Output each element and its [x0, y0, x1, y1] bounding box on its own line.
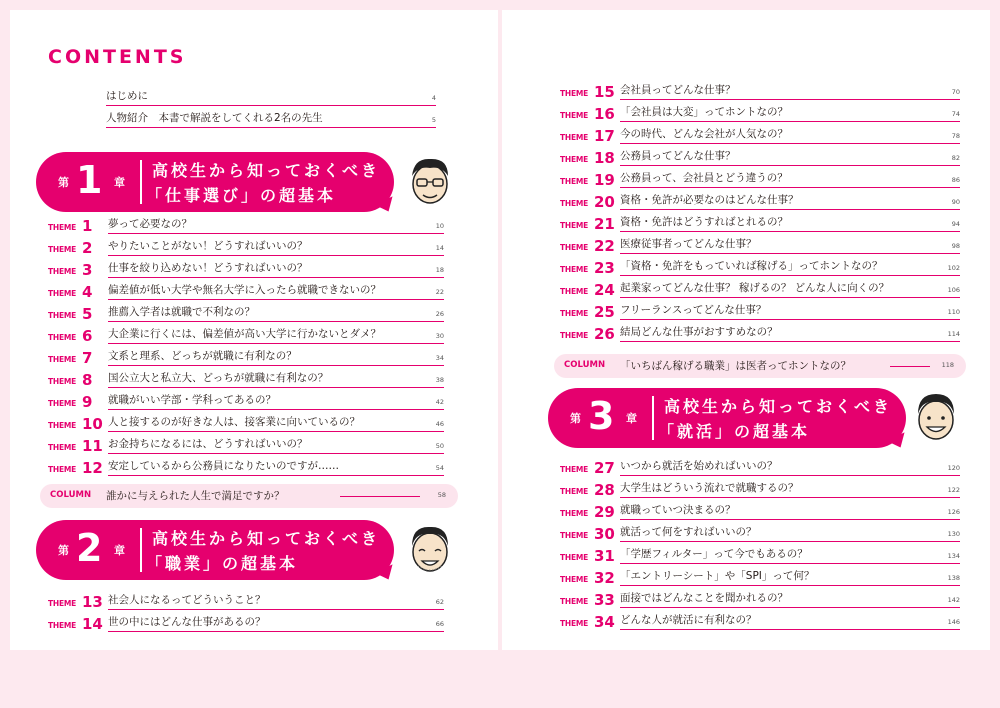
theme-row[interactable] — [560, 544, 960, 564]
theme-title: 「会社員は大変」ってホントなの？ — [620, 106, 788, 118]
theme-row[interactable] — [48, 612, 444, 632]
right-page — [502, 10, 990, 650]
theme-label: THEME — [560, 111, 589, 120]
theme-label: THEME — [560, 199, 589, 208]
theme-title: 偏差値が低い大学や無名大学に入ったら就職できないの？ — [108, 284, 381, 296]
theme-label: THEME — [48, 421, 77, 430]
column-title: 誰かに与えられた人生で満足ですか？ — [106, 490, 285, 502]
theme-label: THEME — [560, 265, 589, 274]
intro-title: 人物紹介 本書で解説をしてくれる2名の先生 — [106, 112, 323, 124]
theme-number: 20 — [594, 193, 615, 211]
theme-title: 会社員ってどんな仕事？ — [620, 84, 736, 96]
theme-label: THEME — [48, 311, 77, 320]
column-title: 「いちばん稼げる職業」は医者ってホントなの？ — [620, 360, 851, 372]
theme-row[interactable] — [48, 390, 444, 410]
theme-label: THEME — [48, 289, 77, 298]
page-number: 90 — [951, 198, 960, 206]
theme-label: THEME — [560, 221, 589, 230]
page-number: 74 — [951, 110, 960, 118]
contents-title: CONTENTS — [48, 46, 187, 68]
page-number: 130 — [947, 530, 960, 538]
theme-row[interactable] — [560, 322, 960, 342]
theme-row[interactable] — [560, 190, 960, 210]
theme-number: 11 — [82, 437, 103, 455]
theme-number: 4 — [82, 283, 93, 301]
theme-row[interactable] — [560, 566, 960, 586]
theme-title: 「エントリーシート」や「SPI」って何？ — [620, 570, 815, 582]
page-number: 110 — [947, 308, 960, 316]
chapter-divider — [140, 160, 142, 204]
theme-row[interactable] — [560, 234, 960, 254]
page-number: 26 — [435, 310, 444, 318]
theme-number: 17 — [594, 127, 615, 145]
teacher-smiling-icon — [406, 522, 454, 574]
page-number: 122 — [947, 486, 960, 494]
theme-label: THEME — [560, 619, 589, 628]
theme-number: 14 — [82, 615, 103, 633]
theme-number: 30 — [594, 525, 615, 543]
theme-title: 起業家ってどんな仕事？ 稼げるの？ どんな人に向くの？ — [620, 282, 890, 294]
page-number: 94 — [951, 220, 960, 228]
page-number: 58 — [437, 491, 446, 499]
theme-label: THEME — [560, 531, 589, 540]
theme-row[interactable] — [560, 124, 960, 144]
page-number: 10 — [435, 222, 444, 230]
theme-row[interactable] — [560, 500, 960, 520]
theme-title: 大学生はどういう流れで就職するの？ — [620, 482, 799, 494]
theme-number: 3 — [82, 261, 93, 279]
theme-number: 8 — [82, 371, 93, 389]
page-number: 62 — [435, 598, 444, 606]
theme-row[interactable] — [48, 346, 444, 366]
theme-row[interactable] — [48, 214, 444, 234]
column-row[interactable] — [40, 484, 458, 508]
theme-label: THEME — [48, 621, 77, 630]
theme-number: 23 — [594, 259, 615, 277]
chapter-divider — [652, 396, 654, 440]
theme-row[interactable] — [560, 102, 960, 122]
teacher-grinning-icon — [912, 390, 960, 442]
page-number: 4 — [431, 94, 436, 102]
theme-label: THEME — [560, 133, 589, 142]
theme-label: THEME — [560, 553, 589, 562]
theme-label: THEME — [48, 245, 77, 254]
theme-label: THEME — [560, 331, 589, 340]
chapter-number: 1 — [76, 158, 103, 202]
chapter-suffix: 章 — [114, 544, 125, 557]
page-number: 46 — [435, 420, 444, 428]
theme-title: 人と接するのが好きな人は、接客業に向いているの？ — [108, 416, 360, 428]
theme-title: 社会人になるってどういうこと？ — [108, 594, 266, 606]
theme-number: 31 — [594, 547, 615, 565]
theme-label: THEME — [560, 487, 589, 496]
theme-number: 7 — [82, 349, 93, 367]
theme-label: THEME — [560, 243, 589, 252]
theme-row[interactable] — [560, 610, 960, 630]
page-number: 118 — [941, 361, 954, 369]
page-number: 42 — [435, 398, 444, 406]
theme-number: 19 — [594, 171, 615, 189]
page-number: 126 — [947, 508, 960, 516]
chapter-3-banner[interactable] — [548, 388, 968, 448]
chapter-title-line1: 高校生から知っておくべき — [152, 529, 381, 548]
theme-label: THEME — [48, 443, 77, 452]
page-number: 146 — [947, 618, 960, 626]
page-number: 38 — [435, 376, 444, 384]
page-number: 86 — [951, 176, 960, 184]
intro-row-characters[interactable] — [106, 108, 436, 128]
page-number: 82 — [951, 154, 960, 162]
theme-label: THEME — [560, 309, 589, 318]
theme-number: 16 — [594, 105, 615, 123]
page-number: 114 — [947, 330, 960, 338]
theme-row[interactable] — [48, 368, 444, 388]
theme-row[interactable] — [560, 256, 960, 276]
theme-label: THEME — [560, 575, 589, 584]
theme-number: 27 — [594, 459, 615, 477]
chapter-title-line2: 「仕事選び」の超基本 — [146, 186, 337, 205]
theme-label: THEME — [48, 223, 77, 232]
page-number: 54 — [435, 464, 444, 472]
chapter-divider — [140, 528, 142, 572]
page-number: 134 — [947, 552, 960, 560]
page-number: 5 — [431, 116, 436, 124]
page-number: 50 — [435, 442, 444, 450]
chapter-prefix: 第 — [570, 412, 581, 425]
theme-number: 15 — [594, 83, 615, 101]
theme-title: 文系と理系、どっちが就職に有利なの？ — [108, 350, 297, 362]
theme-title: やりたいことがない！どうすればいいの？ — [108, 240, 308, 252]
theme-title: 公務員ってどんな仕事？ — [620, 150, 736, 162]
theme-label: THEME — [560, 465, 589, 474]
theme-row[interactable] — [560, 212, 960, 232]
theme-row[interactable] — [48, 456, 444, 476]
theme-title: 推薦入学者は就職で不利なの？ — [108, 306, 255, 318]
page-number: 102 — [947, 264, 960, 272]
leader-line — [890, 366, 930, 367]
theme-title: 世の中にはどんな仕事があるの？ — [108, 616, 266, 628]
theme-title: 夢って必要なの？ — [108, 218, 192, 230]
chapter-title-line2: 「就活」の超基本 — [658, 422, 811, 441]
theme-label: THEME — [560, 597, 589, 606]
theme-title: 就職がいい学部・学科ってあるの？ — [108, 394, 276, 406]
theme-label: THEME — [48, 267, 77, 276]
theme-title: 国公立大と私立大、どっちが就職に有利なの？ — [108, 372, 329, 384]
theme-number: 18 — [594, 149, 615, 167]
theme-title: 面接ではどんなことを聞かれるの？ — [620, 592, 788, 604]
theme-row[interactable] — [560, 168, 960, 188]
theme-label: THEME — [560, 155, 589, 164]
page-number: 138 — [947, 574, 960, 582]
column-label: COLUMN — [564, 360, 606, 370]
page-number: 106 — [947, 286, 960, 294]
intro-row-hajimeni[interactable] — [106, 86, 436, 106]
page-number: 18 — [435, 266, 444, 274]
page-number: 34 — [435, 354, 444, 362]
theme-number: 2 — [82, 239, 93, 257]
theme-row[interactable] — [560, 588, 960, 608]
page-number: 30 — [435, 332, 444, 340]
theme-number: 9 — [82, 393, 93, 411]
theme-number: 22 — [594, 237, 615, 255]
theme-row[interactable] — [48, 434, 444, 454]
theme-title: いつから就活を始めればいいの？ — [620, 460, 778, 472]
theme-number: 28 — [594, 481, 615, 499]
theme-title: 今の時代、どんな会社が人気なの？ — [620, 128, 788, 140]
theme-label: THEME — [560, 177, 589, 186]
theme-row[interactable] — [560, 278, 960, 298]
page-number: 66 — [435, 620, 444, 628]
theme-number: 32 — [594, 569, 615, 587]
theme-row[interactable] — [48, 258, 444, 278]
theme-number: 21 — [594, 215, 615, 233]
theme-number: 10 — [82, 415, 103, 433]
chapter-prefix: 第 — [58, 544, 69, 557]
page-number: 78 — [951, 132, 960, 140]
theme-title: 就活って何をすればいいの？ — [620, 526, 757, 538]
theme-number: 6 — [82, 327, 93, 345]
theme-label: THEME — [48, 465, 77, 474]
theme-label: THEME — [48, 377, 77, 386]
theme-label: THEME — [48, 333, 77, 342]
theme-number: 34 — [594, 613, 615, 631]
theme-title: 「資格・免許をもっていれば稼げる」ってホントなの？ — [620, 260, 883, 272]
theme-row[interactable] — [48, 302, 444, 322]
chapter-prefix: 第 — [58, 176, 69, 189]
theme-label: THEME — [560, 287, 589, 296]
theme-row[interactable] — [560, 300, 960, 320]
chapter-suffix: 章 — [626, 412, 637, 425]
theme-row[interactable] — [48, 236, 444, 256]
theme-title: 「学歴フィルター」って今でもあるの？ — [620, 548, 808, 560]
left-page — [10, 10, 498, 650]
chapter-title-line2: 「職業」の超基本 — [146, 554, 299, 573]
theme-title: 医療従事者ってどんな仕事？ — [620, 238, 757, 250]
theme-title: 仕事を絞り込めない！どうすればいいの？ — [108, 262, 308, 274]
page-number: 22 — [435, 288, 444, 296]
theme-title: 資格・免許が必要なのはどんな仕事？ — [620, 194, 799, 206]
theme-number: 5 — [82, 305, 93, 323]
theme-row[interactable] — [48, 412, 444, 432]
theme-row[interactable] — [48, 324, 444, 344]
chapter-title-line1: 高校生から知っておくべき — [664, 397, 893, 416]
chapter-suffix: 章 — [114, 176, 125, 189]
theme-row[interactable] — [560, 478, 960, 498]
theme-label: THEME — [48, 599, 77, 608]
page-number: 120 — [947, 464, 960, 472]
theme-row[interactable] — [560, 522, 960, 542]
teacher-glasses-icon — [406, 154, 454, 206]
leader-line — [340, 496, 420, 497]
page-number: 142 — [947, 596, 960, 604]
theme-row[interactable] — [560, 80, 960, 100]
chapter-number: 3 — [588, 394, 615, 438]
theme-label: THEME — [48, 355, 77, 364]
theme-number: 1 — [82, 217, 93, 235]
theme-number: 26 — [594, 325, 615, 343]
theme-number: 25 — [594, 303, 615, 321]
theme-row[interactable] — [560, 456, 960, 476]
theme-number: 29 — [594, 503, 615, 521]
theme-row[interactable] — [560, 146, 960, 166]
theme-title: 就職っていつ決まるの？ — [620, 504, 736, 516]
page-number: 14 — [435, 244, 444, 252]
theme-title: 安定しているから公務員になりたいのですが…… — [108, 460, 339, 472]
theme-label: THEME — [560, 89, 589, 98]
chapter-2-banner[interactable] — [36, 520, 466, 580]
theme-title: フリーランスってどんな仕事？ — [620, 304, 767, 316]
theme-title: 結局どんな仕事がおすすめなの？ — [620, 326, 778, 338]
column-row[interactable] — [554, 354, 966, 378]
theme-row[interactable] — [48, 280, 444, 300]
theme-title: 公務員って、会社員とどう違うの？ — [620, 172, 788, 184]
theme-row[interactable] — [48, 590, 444, 610]
theme-label: THEME — [560, 509, 589, 518]
theme-number: 24 — [594, 281, 615, 299]
page-number: 98 — [951, 242, 960, 250]
theme-number: 12 — [82, 459, 103, 477]
chapter-1-banner[interactable] — [36, 152, 466, 212]
theme-number: 33 — [594, 591, 615, 609]
page-number: 70 — [951, 88, 960, 96]
theme-title: お金持ちになるには、どうすればいいの？ — [108, 438, 308, 450]
theme-title: 大企業に行くには、偏差値が高い大学に行かないとダメ？ — [108, 328, 381, 340]
column-label: COLUMN — [50, 490, 92, 500]
chapter-number: 2 — [76, 526, 103, 570]
theme-title: どんな人が就活に有利なの？ — [620, 614, 757, 626]
theme-title: 資格・免許はどうすればとれるの？ — [620, 216, 788, 228]
intro-title: はじめに — [106, 90, 148, 102]
theme-number: 13 — [82, 593, 103, 611]
theme-label: THEME — [48, 399, 77, 408]
chapter-title-line1: 高校生から知っておくべき — [152, 161, 381, 180]
